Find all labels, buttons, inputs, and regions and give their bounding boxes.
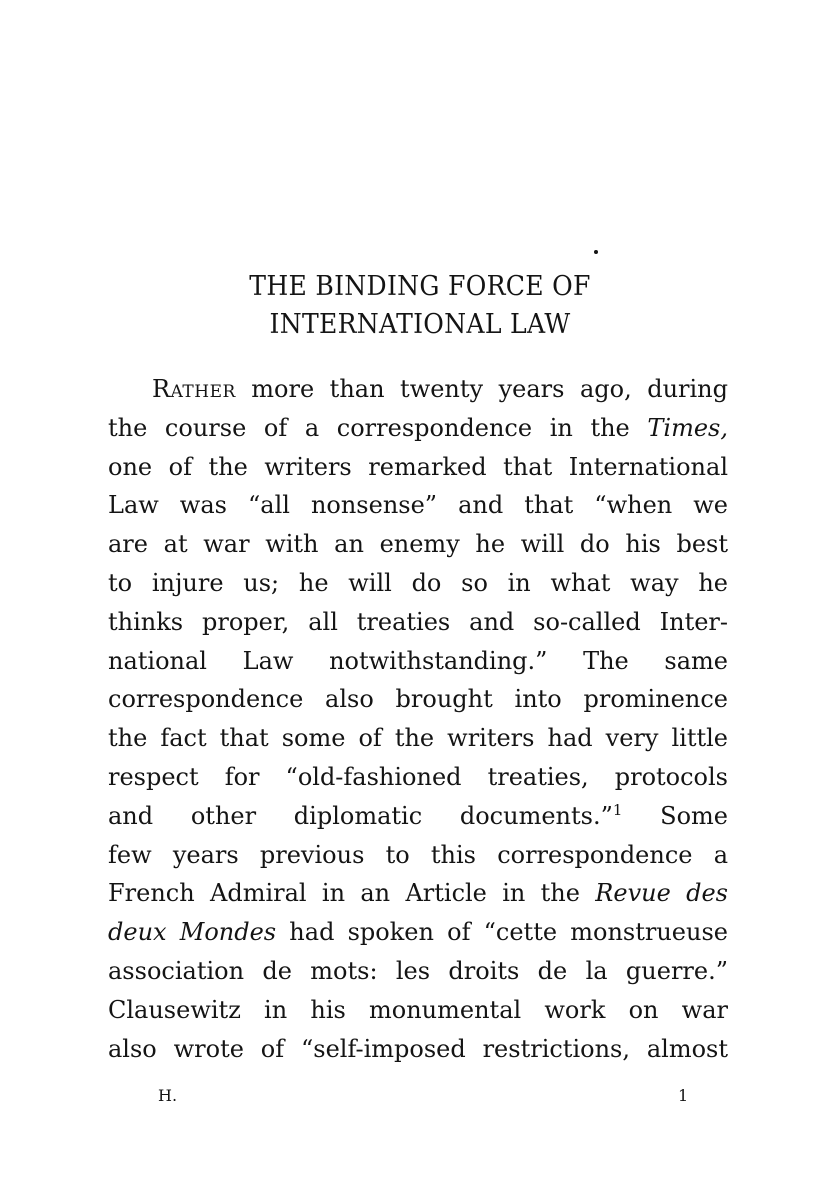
text-line: respect for “old-fashioned treaties, protocols [108,762,728,791]
text-span: French Admiral in an Article in the [108,879,580,908]
text-line [108,797,728,836]
text-line: association de mots: les droits de la guerre.” [108,956,728,985]
opening-word: Rather [152,375,236,403]
text-span: had spoken of “cette monstrueuse [289,918,728,947]
text-line [108,913,728,952]
print-speck [594,250,598,254]
italic-title: Times, [647,413,728,442]
text-span: Some [660,801,728,830]
text-line: few years previous to this correspondence a [108,840,728,869]
signature-mark: H. [158,1086,178,1105]
text-line: correspondence also brought into prominence [108,685,728,714]
body-paragraph [108,370,728,1068]
text-span: more than twenty years ago, during [251,375,728,403]
text-span: and other diplomatic documents.” [108,801,613,830]
text-line: to injure us; he will do so in what way he [108,568,728,597]
text-span: the course of a correspondence in the [108,413,630,442]
chapter-title-line: INTERNATIONAL LAW [269,309,571,340]
text-line [108,409,728,448]
page-number: 1 [678,1086,689,1105]
chapter-title [0,268,840,344]
footnote-marker: 1 [612,800,623,819]
text-line [108,370,728,409]
chapter-title-line: THE BINDING FORCE OF [249,271,591,302]
text-line: also wrote of “self-imposed restrictions, almost [108,1034,728,1063]
text-line [108,874,728,913]
text-line: Clausewitz in his monumental work on war [108,995,728,1024]
italic-title: deux Mondes [108,918,277,947]
italic-title: Revue des [595,879,728,908]
text-line: the fact that some of the writers had very little [108,724,728,753]
text-line: national Law notwithstanding.” The same [108,646,728,675]
text-line: one of the writers remarked that International [108,452,728,481]
text-line: are at war with an enemy he will do his best [108,530,728,559]
text-line: Law was “all nonsense” and that “when we [108,491,728,520]
text-line: thinks proper, all treaties and so-called Inter- [108,607,728,636]
